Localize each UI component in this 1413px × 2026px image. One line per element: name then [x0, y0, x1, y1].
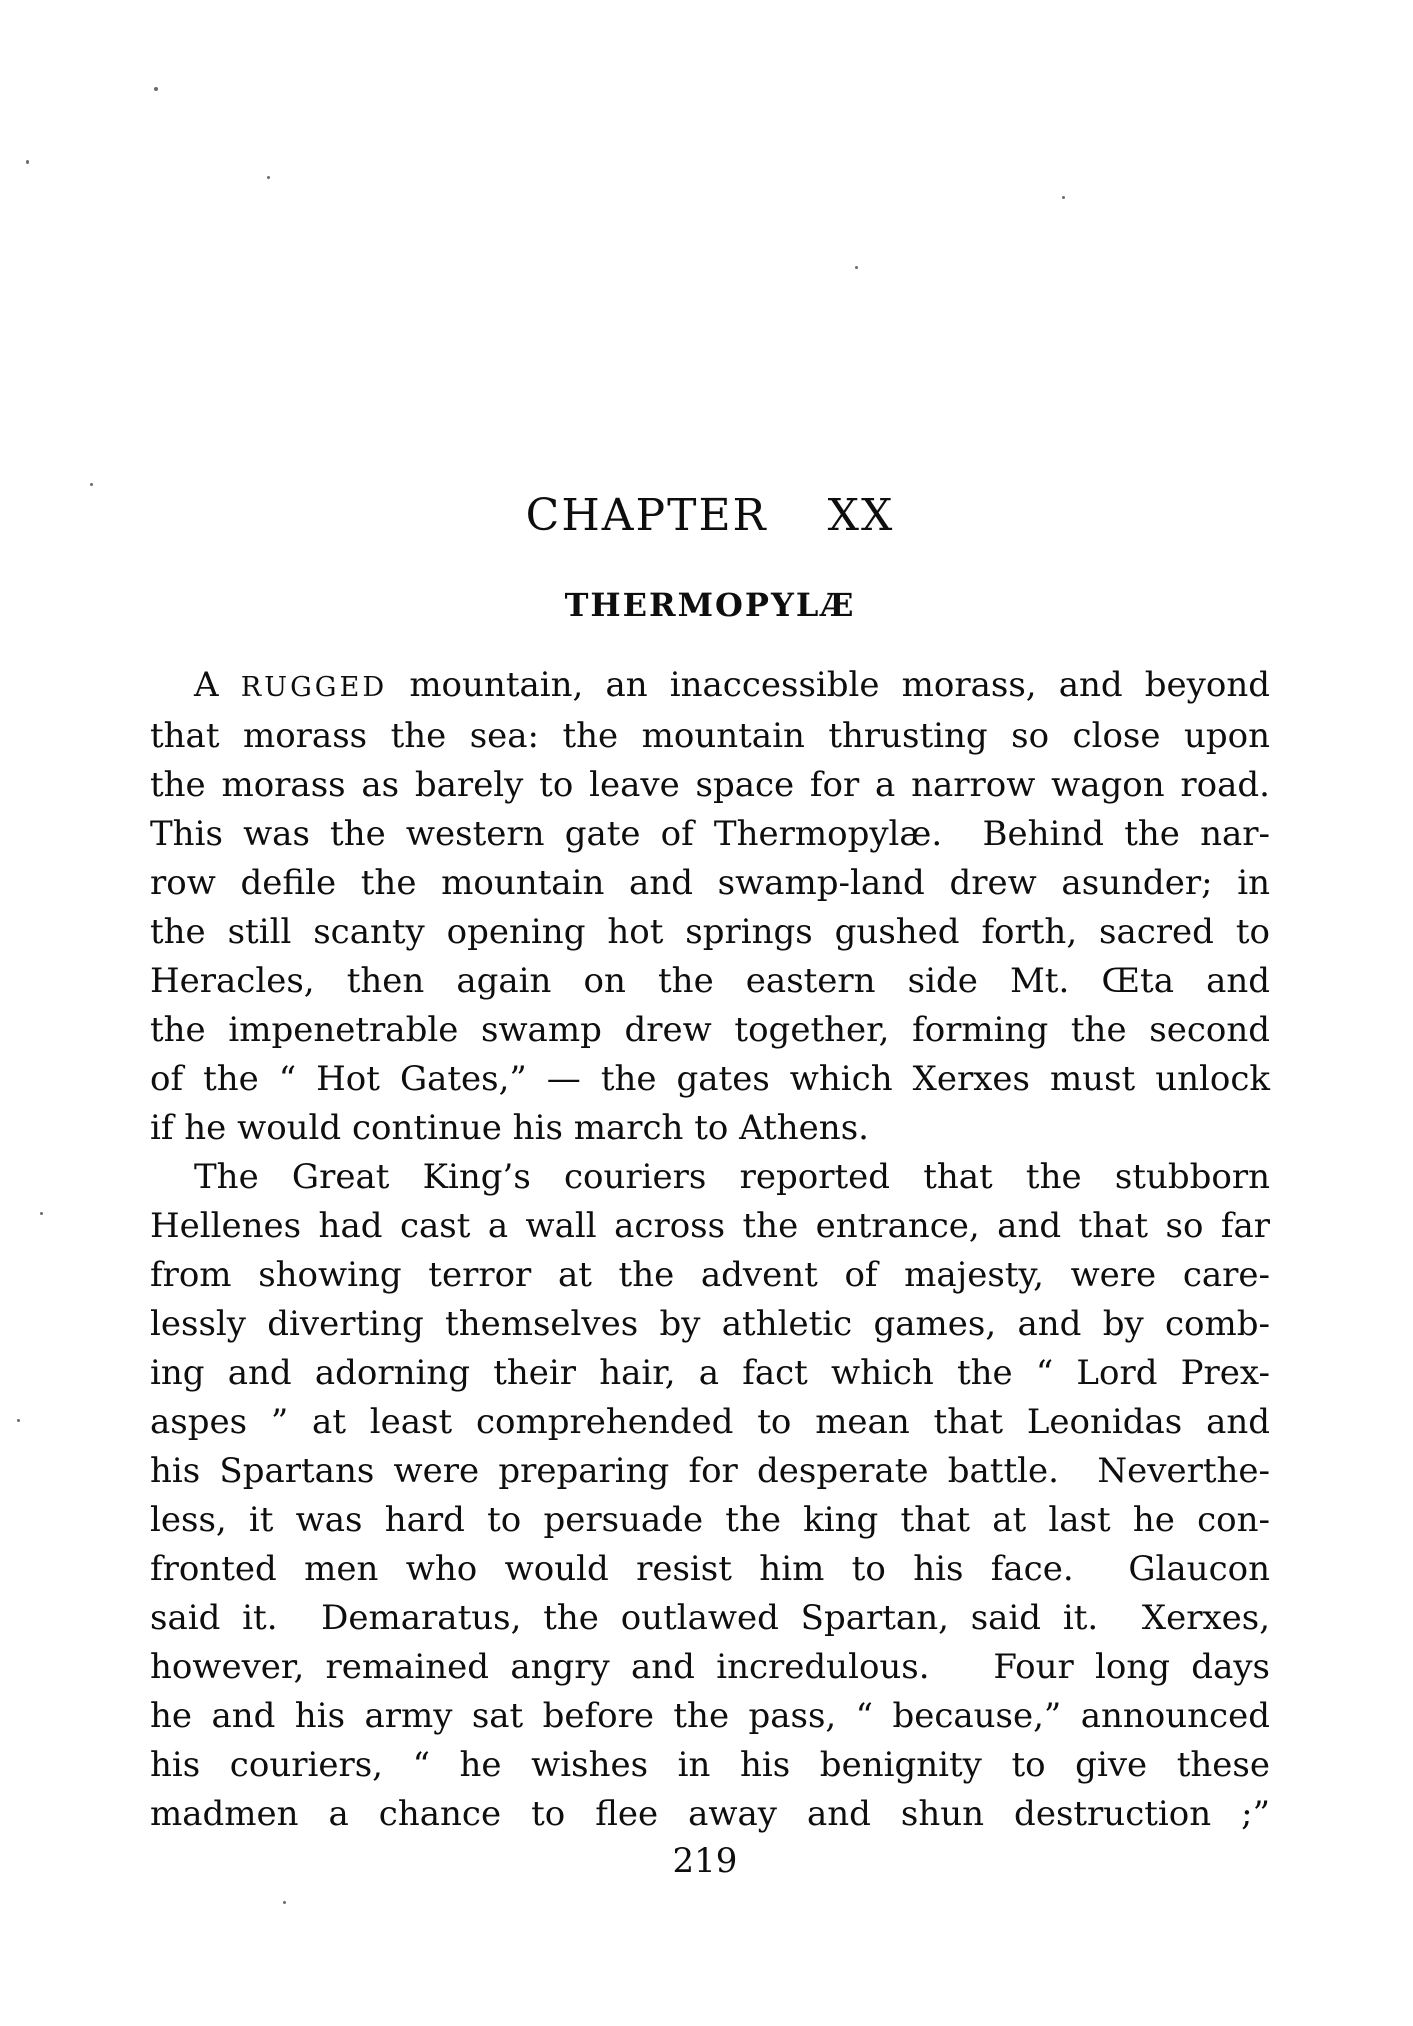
text-line: he and his army sat before the pass, “ because,” announced [150, 1696, 1270, 1736]
text-line: his couriers, “ he wishes in his benignity to give these [150, 1745, 1270, 1785]
text-line: that morass the sea: the mountain thrusting so close upon [150, 716, 1270, 756]
text-line: Heracles, then again on the eastern side Mt. Œta and [150, 961, 1270, 1001]
scan-speck [17, 1419, 20, 1422]
scan-speck [90, 483, 93, 486]
lead-small-caps: RUGGED [240, 672, 388, 703]
scan-speck [154, 87, 158, 91]
chapter-subtitle: THERMOPYLÆ [564, 586, 856, 624]
text-line: This was the western gate of Thermopylæ. Behind the nar- [150, 814, 1270, 854]
scan-speck [855, 266, 858, 269]
text-line: however, remained angry and incredulous. Four long days [150, 1647, 1270, 1687]
text-line: the still scanty opening hot springs gushed forth, sacred to [150, 912, 1270, 952]
text-line: ing and adorning their hair, a fact which the “ Lord Prex- [150, 1353, 1270, 1393]
page-number: 219 [672, 1841, 738, 1881]
text-line: less, it was hard to persuade the king that at last he con- [150, 1500, 1270, 1540]
text-line: madmen a chance to flee away and shun destruction ;” [150, 1794, 1270, 1834]
text-line: the morass as barely to leave space for a narrow wagon road. [150, 765, 1270, 805]
line-text: mountain, an inaccessible morass, and beyond [409, 665, 1271, 705]
scan-speck [283, 1901, 286, 1904]
text-line: Hellenes had cast a wall across the entrance, and that so far [150, 1206, 1270, 1246]
text-line: from showing terror at the advent of majesty, were care- [150, 1255, 1270, 1295]
chapter-heading: CHAPTER XX [525, 490, 895, 541]
text-line: The Great King’s couriers reported that the stubborn [194, 1157, 1270, 1197]
text-line: his Spartans were preparing for desperate battle. Neverthe- [150, 1451, 1270, 1491]
scan-speck [40, 1212, 43, 1215]
text-line: fronted men who would resist him to his face. Glaucon [150, 1549, 1270, 1589]
text-line: of the “ Hot Gates,” — the gates which Xerxes must unlock [150, 1059, 1270, 1099]
text-line: row defile the mountain and swamp-land drew asunder; in [150, 863, 1270, 903]
scan-speck [267, 176, 270, 179]
lead-cap: A [194, 665, 219, 705]
text-line [150, 661, 1270, 712]
scan-speck [1062, 196, 1065, 199]
text-line: if he would continue his march to Athens. [150, 1108, 869, 1148]
body-text [150, 661, 1270, 1839]
scan-speck [26, 160, 29, 164]
text-line: aspes ” at least comprehended to mean that Leonidas and [150, 1402, 1270, 1442]
text-line: the impenetrable swamp drew together, forming the second [150, 1010, 1270, 1050]
text-line: said it. Demaratus, the outlawed Spartan, said it. Xerxes, [150, 1598, 1270, 1638]
text-line: lessly diverting themselves by athletic games, and by comb- [150, 1304, 1270, 1344]
